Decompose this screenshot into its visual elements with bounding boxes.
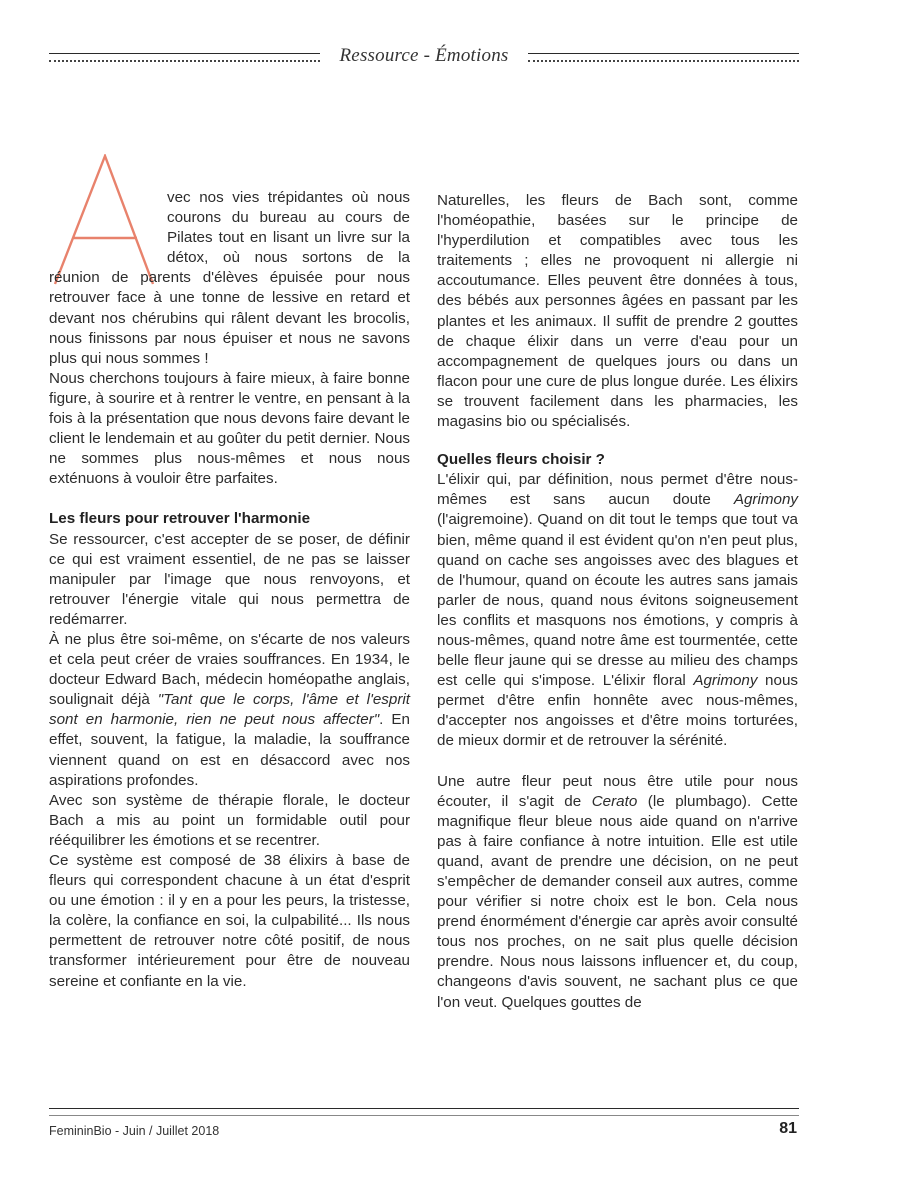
paragraph-6: Ce système est composé de 38 élixirs à base de fleurs qui correspondent chacune à un état d'esprit ou une émotion : il y en a pour les peurs, la tristesse, la colère, la confiance en soi, la culpabilité... Ils nous permettent de retrouver notre côté positif, de nous transformer intérieurement pour être de nouveau sereine et confiante en la vie. (49, 852, 410, 990)
p3-a: Une autre fleur peut nous être utile pour nous écouter, il s'agit de (437, 772, 798, 810)
heading-harmonie: Les fleurs pour retrouver l'harmonie (49, 510, 311, 528)
paragraph-3: Se ressourcer, c'est accepter de se poser, de définir ce qui est vraiment essentiel, de ne pas se laisser manipuler par l'image que nous renvoyons, et retrouver l'énergie vitale qui nous permettra de redémarrer. (49, 530, 410, 628)
intro-paragraph: vec nos vies trépidantes où nous courons du bureau au cours de Pilates tout en lisant un livre sur la détox, où nous sortons de la réunion de parents d'élèves épuisée pour nous retrouver face à une tonne de lessive en retard et devant nos chérubins qui râlent devant les brocolis, nous finissons par nous épuiser et nous ne savons plus qui nous sommes ! (49, 189, 410, 367)
right-paragraph-1: Naturelles, les fleurs de Bach sont, comme l'homéopathie, basées sur le principe de l'hyperdilution et compatibles avec tous les traitements ; elles ne provoquent ni allergie ni accoutumance. Elles peuvent être données à tous, des bébés aux personnes âgées en passant par les plantes et les animaux. Il suffit de prendre 2 gouttes de chaque élixir dans un verre d'eau pour un accompagnement de quelques jours ou dans un flacon pour une cure de plus longue durée. Les élixirs se trouvent facilement dans les pharmacies, les magasins bio ou spécialisés. (437, 192, 798, 431)
right-paragraph-2 (437, 470, 798, 751)
p4-start: À ne plus être soi-même, on s'écarte de nos valeurs et cela peut créer de vraies souffrances. En 1934, le docteur Edward Bach, médecin homéopathe anglais, soulignait déjà (49, 630, 410, 709)
header-rule-left (49, 53, 320, 62)
cerato-term: Cerato (591, 792, 638, 810)
footer-rule (49, 1108, 799, 1116)
paragraph-5: Avec son système de thérapie florale, le docteur Bach a mis au point un formidable outil pour rééquilibrer les émotions et se recentrer. (49, 791, 410, 849)
right-column (437, 191, 798, 1013)
paragraph-4 (49, 630, 410, 791)
right-paragraph-3 (437, 772, 798, 1013)
agrimony-term: Agrimony (733, 491, 798, 509)
bach-quote: "Tant que le corps, l'âme et l'esprit sont en harmonie, rien ne peut nous affecter" (49, 691, 410, 729)
p2-c: nous permet d'être enfin honnête avec nous-mêmes, d'accepter nos angoisses et d'être moins torturées, de mieux dormir et de retrouver la sérénité. (437, 672, 798, 750)
p2-a: L'élixir qui, par définition, nous permet d'être nous-mêmes est sans aucun doute (437, 471, 798, 509)
p2-b: (l'aigremoine). Quand on dit tout le temps que tout va bien, même quand il est évident qu'on n'en peut plus, quand on cache ses angoisses avec des blagues et de l'humour, quand on écoute les autres sans jamais parler de nous, quand nous évitons soigneusement les conflits et masquons nos émotions, y compris à nous-mêmes, quand notre âme est tourmentée, cette belle fleur jaune qui se dresse au milieu des champs est celle qui s'impose. L'élixir floral (437, 511, 798, 690)
footer-publication: FemininBio - Juin / Juillet 2018 (49, 1124, 220, 1138)
dropcap-letter (49, 154, 157, 260)
heading-quelles-fleurs: Quelles fleurs choisir ? (437, 451, 605, 469)
header-rule-right (528, 53, 799, 62)
agrimony-term-2: Agrimony (693, 672, 758, 690)
page-number: 81 (779, 1120, 797, 1137)
p3-b: (le plumbago). Cette magnifique fleur bleue nous aide quand on n'arrive pas à faire confiance à notre intuition. Elle est utile quand, avant de prendre une décision, on ne peut s'empêcher de demander conseil aux autres, comme pour vérifier si notre choix est le bon. Cela nous prend énormément d'énergie car après avoir consulté tous nos proches, on ne sait plus quelle décision prendre. Nous nous laissons influencer et, du coup, changeons d'avis souvent, ne sachant plus ce que l'on veut. Quelques gouttes de (437, 792, 798, 1011)
p4-end: . En effet, souvent, la fatigue, la maladie, la souffrance viennent quand on est en désaccord avec nos aspirations profondes. (49, 711, 410, 789)
left-column (49, 188, 410, 992)
section-title: Ressource - Émotions (339, 45, 509, 66)
paragraph-2: Nous cherchons toujours à faire mieux, à faire bonne figure, à sourire et à rentrer le ventre, en pensant à la fois à la présentation que nous devons faire devant le client le lendemain et au goûter du petit dernier. Nous ne sommes plus nous-mêmes et nous nous exténuons à vouloir être parfaites. (49, 369, 410, 488)
